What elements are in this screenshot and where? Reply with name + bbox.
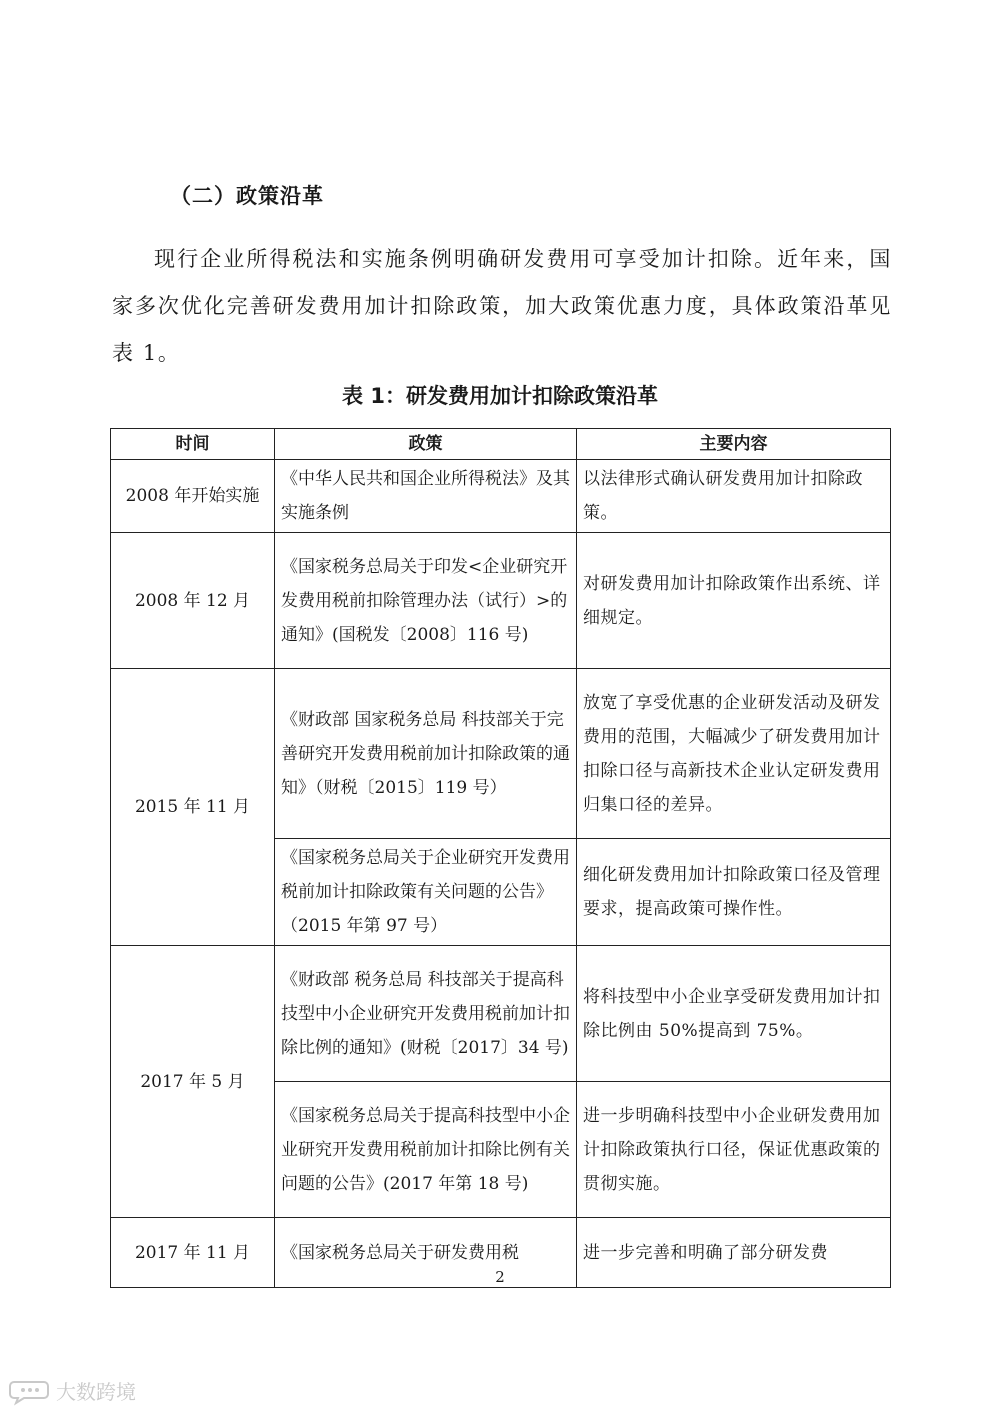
cell-content: 放宽了享受优惠的企业研发活动及研发费用的范围，大幅减少了研发费用加计扣除口径与高新技术企业认定研发费用归集口径的差异。 (577, 669, 891, 839)
table-container (100, 420, 920, 1263)
table-caption: 表 1：研发费用加计扣除政策沿革 (342, 384, 658, 408)
table-row (111, 946, 891, 1082)
section-paragraph: 现行企业所得税法和实施条例明确研发费用可享受加计扣除。近年来，国家多次优化完善研发费用加计扣除政策，加大政策优惠力度，具体政策沿革见表 1。 (112, 247, 892, 365)
cell-policy: 《财政部 国家税务总局 科技部关于完善研究开发费用税前加计扣除政策的通知》（财税〔2015〕119 号） (275, 669, 577, 839)
cell-policy: 《国家税务总局关于提高科技型中小企业研究开发费用税前加计扣除比例有关问题的公告》(2017 年第 18 号) (275, 1082, 577, 1218)
cell-content: 进一步完善和明确了部分研发费 (577, 1218, 891, 1288)
watermark (8, 1376, 136, 1405)
cell-policy: 《中华人民共和国企业所得税法》及其实施条例 (275, 460, 577, 533)
table-row (111, 669, 891, 839)
cell-policy: 《国家税务总局关于印发<企业研究开发费用税前扣除管理办法（试行）>的通知》(国税发〔2008〕116 号) (275, 533, 577, 669)
cell-content: 以法律形式确认研发费用加计扣除政策。 (577, 460, 891, 533)
watermark-text: 大数跨境 (56, 1380, 136, 1404)
cell-time: 2017 年 5 月 (111, 946, 275, 1218)
header-time: 时间 (111, 429, 275, 460)
table-header-row (111, 429, 891, 460)
cell-content: 对研发费用加计扣除政策作出系统、详细规定。 (577, 533, 891, 669)
cell-time: 2008 年开始实施 (111, 460, 275, 533)
cell-content: 将科技型中小企业享受研发费用加计扣除比例由 50%提高到 75%。 (577, 946, 891, 1082)
cell-time: 2015 年 11 月 (111, 669, 275, 946)
cell-time: 2008 年 12 月 (111, 533, 275, 669)
cell-content: 细化研发费用加计扣除政策口径及管理要求，提高政策可操作性。 (577, 839, 891, 946)
cell-content: 进一步明确科技型中小企业研发费用加计扣除政策执行口径，保证优惠政策的贯彻实施。 (577, 1082, 891, 1218)
speech-bubble-logo-icon (8, 1378, 52, 1404)
cell-policy: 《国家税务总局关于研发费用税 (275, 1218, 577, 1288)
table-row (111, 460, 891, 533)
section-heading: （二）政策沿革 (170, 184, 324, 208)
cell-policy: 《财政部 税务总局 科技部关于提高科技型中小企业研究开发费用税前加计扣除比例的通知》(财税〔2017〕34 号) (275, 946, 577, 1082)
table-row (111, 533, 891, 669)
header-content: 主要内容 (577, 429, 891, 460)
policy-table (110, 428, 891, 1288)
cell-policy: 《国家税务总局关于企业研究开发费用税前加计扣除政策有关问题的公告》（2015 年第 97 号） (275, 839, 577, 946)
cell-time: 2017 年 11 月 (111, 1218, 275, 1288)
page-number: 2 (495, 1268, 505, 1286)
header-policy: 政策 (275, 429, 577, 460)
